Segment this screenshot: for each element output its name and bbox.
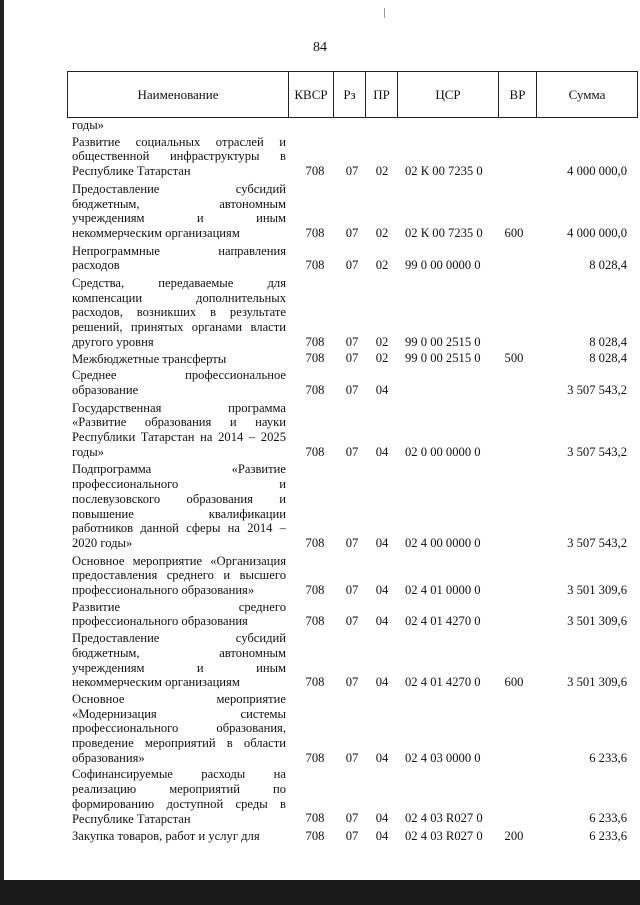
row-pr: 02 xyxy=(375,258,389,273)
row-sum: 3 507 543,2 xyxy=(567,444,627,459)
row-name-line: некоммерческим организациям xyxy=(72,225,240,240)
row-vr: 600 xyxy=(504,225,524,240)
row-kvsr: 708 xyxy=(305,535,325,550)
row-name xyxy=(72,767,286,826)
row-name-line: профессионального образования xyxy=(72,614,248,629)
row-name-line: «Модернизация системы xyxy=(72,706,286,721)
row-csr: 02 4 01 4270 0 xyxy=(405,614,481,629)
row-pr: 02 xyxy=(375,334,389,349)
row-sum: 6 233,6 xyxy=(589,750,627,765)
row-name-line: проведение мероприятий в области xyxy=(72,736,286,750)
row-name-line: профессионального образования» xyxy=(72,583,255,597)
table-row xyxy=(0,600,640,629)
row-kvsr: 708 xyxy=(305,225,325,240)
row-rz: 07 xyxy=(345,225,359,240)
row-pr: 04 xyxy=(375,750,389,765)
row-kvsr: 708 xyxy=(305,164,325,179)
row-name-line: Среднее профессиональное xyxy=(72,368,286,383)
table-header xyxy=(67,71,638,118)
row-sum: 3 501 309,6 xyxy=(567,582,627,597)
row-name-line: формированию доступной среды в xyxy=(72,796,286,811)
row-rz: 07 xyxy=(345,750,359,765)
table-row xyxy=(0,352,640,367)
row-kvsr: 708 xyxy=(305,258,325,273)
row-pr: 02 xyxy=(375,164,389,179)
table-row xyxy=(0,276,640,350)
row-sum: 8 028,4 xyxy=(589,334,627,349)
row-name xyxy=(72,276,286,350)
row-name-line: Республике Татарстан xyxy=(72,164,191,179)
row-name xyxy=(72,118,286,133)
row-name-line: реализацию мероприятий по xyxy=(72,782,286,797)
row-name-line: некоммерческим организациям xyxy=(72,675,240,690)
table-row xyxy=(0,401,640,460)
table-row xyxy=(0,244,640,273)
row-pr: 04 xyxy=(375,444,389,459)
row-name-line: общественной инфраструктуры в xyxy=(72,149,286,164)
row-rz: 07 xyxy=(345,258,359,273)
row-csr: 99 0 00 2515 0 xyxy=(405,351,481,366)
row-kvsr: 708 xyxy=(305,750,325,765)
header-kvsr: КВСР xyxy=(289,72,334,117)
row-csr: 02 0 00 0000 0 xyxy=(405,444,481,459)
row-csr: 99 0 00 0000 0 xyxy=(405,258,481,273)
header-csr: ЦСР xyxy=(398,72,499,117)
row-pr: 04 xyxy=(375,829,389,844)
row-name-line: образования» xyxy=(72,750,145,765)
scan-edge-bottom xyxy=(0,880,640,905)
page-number: 84 xyxy=(313,40,327,55)
table-row xyxy=(0,554,640,598)
row-csr: 02 4 03 R027 0 xyxy=(405,811,483,826)
row-kvsr: 708 xyxy=(305,382,325,397)
row-name-line: учреждениям и иным xyxy=(72,660,286,675)
row-name xyxy=(72,135,286,179)
table-row xyxy=(0,182,640,241)
row-name xyxy=(72,352,286,367)
row-csr: 02 4 01 4270 0 xyxy=(405,675,481,690)
header-sum: Сумма xyxy=(568,86,606,102)
row-kvsr: 708 xyxy=(305,811,325,826)
row-name-line: предоставления среднего и высшего xyxy=(72,568,286,583)
row-name xyxy=(72,692,286,766)
row-name xyxy=(72,829,286,844)
row-vr: 500 xyxy=(504,351,524,366)
row-name-line: Основное мероприятие xyxy=(72,691,286,706)
row-pr: 04 xyxy=(375,382,389,397)
row-name-line: Софинансируемые расходы на xyxy=(72,767,286,782)
row-sum: 3 501 309,6 xyxy=(567,675,627,690)
row-name-line: Государственная программа xyxy=(72,400,286,415)
row-sum: 6 233,6 xyxy=(589,829,627,844)
row-rz: 07 xyxy=(345,334,359,349)
row-name-line: повышение квалификации xyxy=(72,506,286,521)
row-sum: 6 233,6 xyxy=(589,811,627,826)
row-name-line: компенсации дополнительных xyxy=(72,290,286,305)
row-name xyxy=(72,600,286,629)
row-name-line: послевузовского образования и xyxy=(72,491,286,506)
row-vr: 200 xyxy=(504,829,524,844)
row-rz: 07 xyxy=(345,582,359,597)
row-kvsr: 708 xyxy=(305,334,325,349)
row-name-line: Межбюджетные трансферты xyxy=(72,351,227,366)
header-pr: ПР xyxy=(366,72,398,117)
row-rz: 07 xyxy=(345,164,359,179)
row-name-line: Развитие среднего xyxy=(72,599,286,614)
row-name-line: профессионального и xyxy=(72,477,286,492)
row-name-line: Республике Татарстан xyxy=(72,811,191,826)
row-name-line: учреждениям и иным xyxy=(72,211,286,226)
row-pr: 04 xyxy=(375,811,389,826)
row-name xyxy=(72,182,286,241)
row-rz: 07 xyxy=(345,351,359,366)
row-name-line: Подпрограмма «Развитие xyxy=(72,462,286,477)
row-name-line: работников данной сферы на 2014 – xyxy=(72,521,286,536)
row-sum: 8 028,4 xyxy=(589,351,627,366)
row-pr: 02 xyxy=(375,225,389,240)
header-vr: ВР xyxy=(499,72,537,117)
row-vr: 600 xyxy=(504,675,524,690)
row-name xyxy=(72,554,286,598)
row-name-line: Средства, передаваемые для xyxy=(72,276,286,290)
row-rz: 07 xyxy=(345,614,359,629)
row-rz: 07 xyxy=(345,535,359,550)
row-name-line: другого уровня xyxy=(72,334,154,349)
row-name xyxy=(72,244,286,273)
row-pr: 04 xyxy=(375,675,389,690)
row-name xyxy=(72,368,286,397)
row-name-line: годы» xyxy=(72,444,104,459)
row-name-line: 2020 годы» xyxy=(72,535,133,550)
table-row xyxy=(0,118,640,133)
row-sum: 3 507 543,2 xyxy=(567,535,627,550)
row-pr: 02 xyxy=(375,351,389,366)
row-name xyxy=(72,401,286,460)
table-row xyxy=(0,829,640,844)
row-kvsr: 708 xyxy=(305,444,325,459)
row-csr: 02 К 00 7235 0 xyxy=(405,164,483,179)
row-name-line: бюджетным, автономным xyxy=(72,645,286,660)
row-name-line: «Развитие образования и науки xyxy=(72,415,286,430)
row-rz: 07 xyxy=(345,444,359,459)
row-csr: 02 4 03 0000 0 xyxy=(405,750,481,765)
row-rz: 07 xyxy=(345,675,359,690)
table-row xyxy=(0,767,640,826)
row-csr: 99 0 00 2515 0 xyxy=(405,334,481,349)
row-name xyxy=(72,462,286,550)
table-row xyxy=(0,135,640,179)
row-name-line: бюджетным, автономным xyxy=(72,196,286,211)
row-rz: 07 xyxy=(345,829,359,844)
row-name-line: Предоставление субсидий xyxy=(72,631,286,646)
row-name-line: решений, принятых органами власти xyxy=(72,320,286,335)
row-sum: 4 000 000,0 xyxy=(567,225,627,240)
row-name-line: годы» xyxy=(72,118,104,132)
row-kvsr: 708 xyxy=(305,829,325,844)
row-pr: 04 xyxy=(375,614,389,629)
row-name-line: Развитие социальных отраслей и xyxy=(72,134,286,149)
row-name-line: расходов, возникших в результате xyxy=(72,305,286,320)
row-rz: 07 xyxy=(345,382,359,397)
row-kvsr: 708 xyxy=(305,614,325,629)
row-sum: 3 507 543,2 xyxy=(567,382,627,397)
row-name-line: Основное мероприятие «Организация xyxy=(72,553,286,568)
row-name-line: образование xyxy=(72,382,139,397)
table-row xyxy=(0,692,640,766)
row-kvsr: 708 xyxy=(305,675,325,690)
header-rz: Рз xyxy=(334,72,366,117)
header-name: Наименование xyxy=(68,72,289,117)
row-kvsr: 708 xyxy=(305,351,325,366)
table-row xyxy=(0,462,640,550)
row-name-line: Предоставление субсидий xyxy=(72,181,286,196)
row-rz: 07 xyxy=(345,811,359,826)
row-name-line: Непрограммные направления xyxy=(72,243,286,258)
row-sum: 4 000 000,0 xyxy=(567,164,627,179)
row-name-line: профессионального образования, xyxy=(72,721,286,736)
row-name xyxy=(72,631,286,690)
row-pr: 04 xyxy=(375,582,389,597)
row-csr: 02 4 00 0000 0 xyxy=(405,535,481,550)
row-kvsr: 708 xyxy=(305,582,325,597)
scan-mark xyxy=(384,8,385,18)
row-csr: 02 К 00 7235 0 xyxy=(405,225,483,240)
row-name-line: Республики Татарстан на 2014 – 2025 xyxy=(72,430,286,444)
row-pr: 04 xyxy=(375,535,389,550)
row-name-line: расходов xyxy=(72,258,120,273)
row-csr: 02 4 01 0000 0 xyxy=(405,582,481,597)
row-sum: 8 028,4 xyxy=(589,258,627,273)
table-row xyxy=(0,368,640,397)
row-name-line: Закупка товаров, работ и услуг для xyxy=(72,829,260,844)
row-csr: 02 4 03 R027 0 xyxy=(405,829,483,844)
table-row xyxy=(0,631,640,690)
row-sum: 3 501 309,6 xyxy=(567,614,627,629)
